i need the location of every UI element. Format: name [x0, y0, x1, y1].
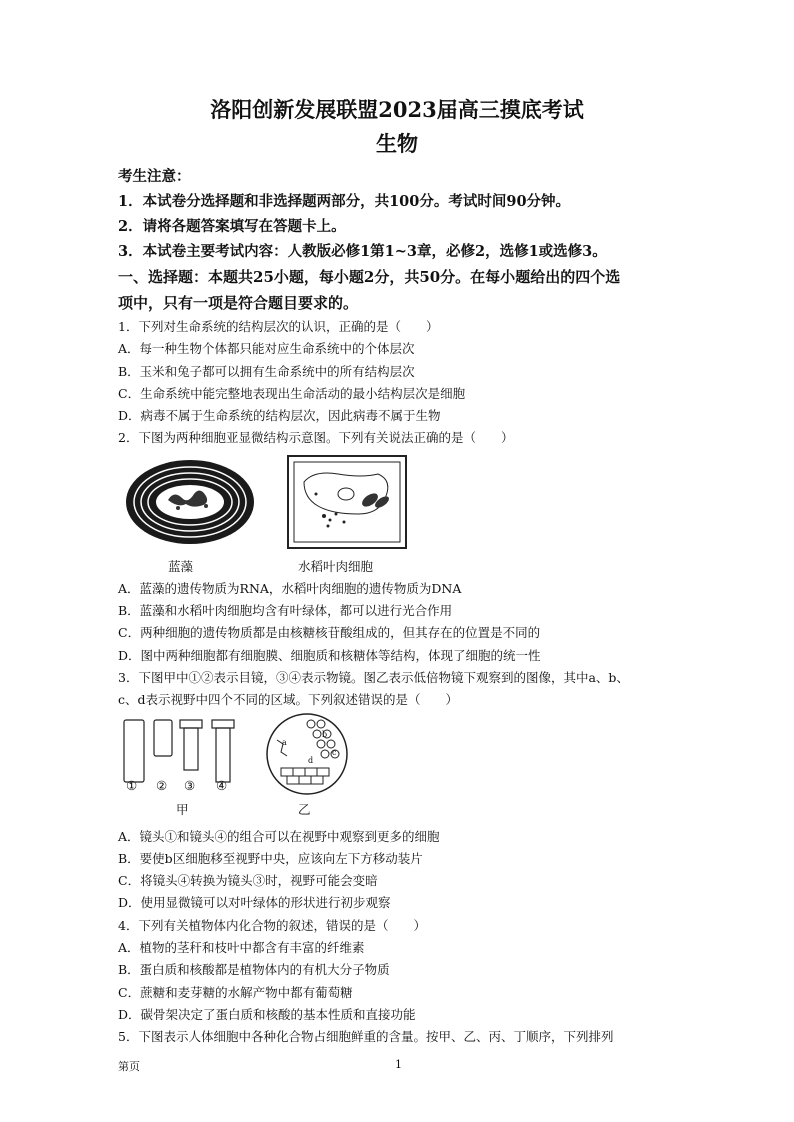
option-b: B．蛋白质和核酸都是植物体内的有机大分子物质 [118, 962, 390, 978]
question-5 [118, 1026, 686, 1048]
question-stem: 4．下列有关植物体内化合物的叙述，错误的是（ ） [118, 917, 426, 933]
lens-label-3: ③ [184, 777, 196, 793]
notice-item: 1．本试卷分选择题和非选择题两部分，共100分。考试时间90分钟。 [118, 193, 571, 210]
option-d: D．病毒不属于生命系统的结构层次，因此病毒不属于生物 [118, 408, 441, 424]
section-heading-cont: 项中，只有一项是符合题目要求的。 [118, 294, 359, 312]
figure-caption-cyanobacteria: 蓝藻 [168, 558, 194, 574]
figure-caption-yi: 乙 [298, 801, 311, 817]
option-b: B．玉米和兔子都可以拥有生命系统中的所有结构层次 [118, 363, 415, 379]
option-c: C．蔗糖和麦芽糖的水解产物中都有葡萄糖 [118, 984, 353, 1000]
option-a: A．镜头①和镜头④的组合可以在视野中观察到更多的细胞 [118, 828, 440, 844]
question-4 [118, 915, 686, 1026]
lens-diagram [120, 716, 245, 786]
question-stem: 1．下列对生命系统的结构层次的认识，正确的是（ ） [118, 319, 439, 334]
lens-label-4: ④ [216, 777, 228, 793]
lens-label-1: ① [126, 777, 138, 793]
figure-caption-jia: 甲 [176, 801, 189, 817]
option-a: A．每一种生物个体都只能对应生命系统中的个体层次 [118, 341, 415, 357]
question-1 [118, 316, 686, 427]
question-stem: 2．下图为两种细胞亚显微结构示意图。下列有关说法正确的是（ ） [118, 430, 514, 446]
option-a: A．蓝藻的遗传物质为RNA，水稻叶肉细胞的遗传物质为DNA [118, 580, 462, 596]
option-c: C．将镜头④转换为镜头③时，视野可能会变暗 [118, 873, 378, 889]
exam-content [118, 164, 686, 1049]
question-stem-cont: c、d表示视野中四个不同的区域。下列叙述错误的是（ ） [118, 692, 459, 708]
cyanobacteria-diagram [122, 456, 262, 556]
region-label-b: b [322, 729, 328, 739]
microscope-figure [118, 712, 686, 826]
field-of-view-diagram [263, 710, 353, 800]
option-c: C．生命系统中能完整地表现出生命活动的最小结构层次是细胞 [118, 385, 466, 401]
option-b: B．蓝藻和水稻叶肉细胞均含有叶绿体，都可以进行光合作用 [118, 603, 453, 619]
footer-page-number: 1 [395, 1058, 402, 1071]
region-label-a: a [282, 737, 287, 747]
question-stem: 5．下图表示人体细胞中各种化合物占细胞鲜重的含量。按甲、乙、丙、丁顺序，下列排列 [118, 1029, 614, 1045]
notice-heading: 考生注意： [118, 168, 191, 185]
region-label-d: d [308, 755, 314, 765]
option-d: D．图中两种细胞都有细胞膜、细胞质和核糖体等结构，体现了细胞的统一性 [118, 647, 541, 663]
region-label-c: c [332, 747, 337, 757]
question-3 [118, 667, 686, 915]
question-2 [118, 427, 686, 666]
section-heading: 一、选择题：本题共25小题，每小题2分，共50分。在每小题给出的四个选 [118, 268, 621, 286]
cell-figure [118, 450, 686, 578]
option-d: D．碳骨架决定了蛋白质和核酸的基本性质和直接功能 [118, 1006, 416, 1022]
rice-leaf-cell-diagram [286, 454, 411, 554]
option-d: D．使用显微镜可以对叶绿体的形状进行初步观察 [118, 895, 391, 911]
option-b: B．要使b区细胞移至视野中央，应该向左下方移动装片 [118, 850, 423, 866]
footer-page-label: 第页 [118, 1060, 140, 1073]
option-c: C．两种细胞的遗传物质都是由核糖核苷酸组成的，但其存在的位置是不同的 [118, 625, 541, 641]
exam-subject: 生物 [376, 131, 418, 156]
question-stem: 3．下图甲中①②表示目镜，③④表示物镜。图乙表示低倍物镜下观察到的图像，其中a、b、 [118, 669, 629, 685]
figure-caption-rice-cell: 水稻叶肉细胞 [298, 558, 374, 574]
notice-item: 3．本试卷主要考试内容：人教版必修1第1~3章，必修2，选修1或选修3。 [118, 243, 607, 260]
exam-title: 洛阳创新发展联盟2023届高三摸底考试 [210, 97, 584, 122]
option-a: A．植物的茎秆和枝叶中都含有丰富的纤维素 [118, 940, 365, 956]
lens-label-2: ② [156, 777, 168, 793]
notice-item: 2．请将各题答案填写在答题卡上。 [118, 218, 346, 235]
